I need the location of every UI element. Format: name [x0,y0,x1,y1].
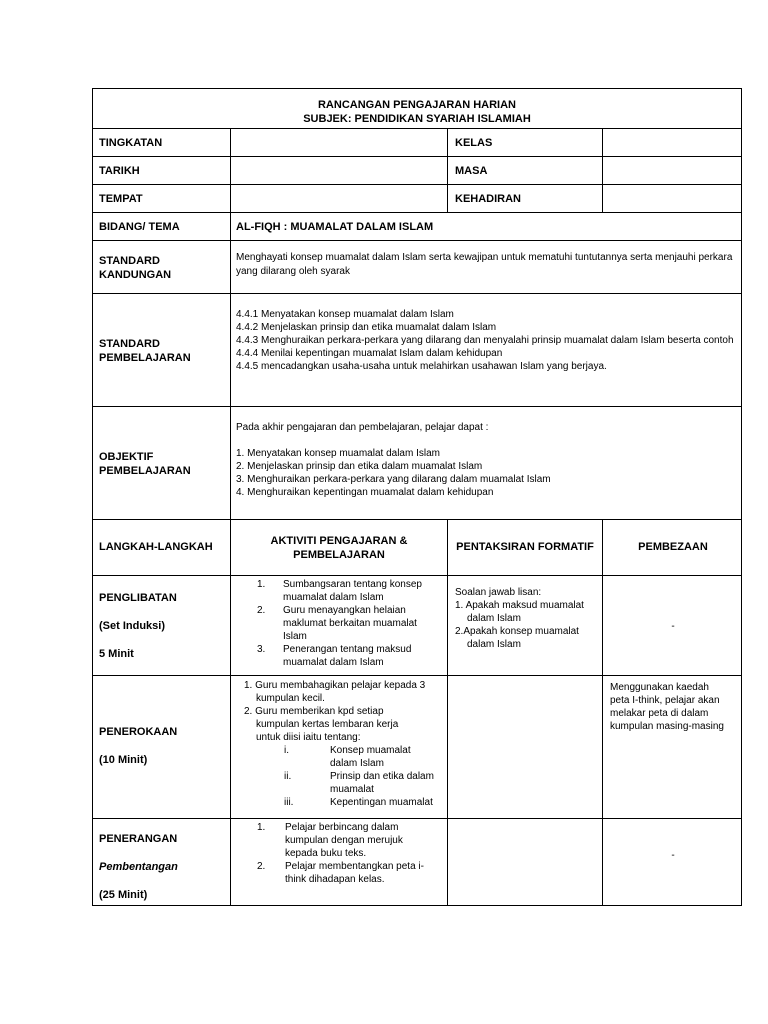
pentaksiran-intro: Soalan jawab lisan: [455,587,542,598]
penerokaan-time: (10 Minit) [99,754,148,766]
penglibatan-title: PENGLIBATAN [99,592,177,604]
label-standard-pembelajaran-1: STANDARD [99,338,160,350]
label-objektif-1: OBJEKTIF [99,451,154,463]
penerangan-pembezaan: - [671,850,675,861]
label-standard-kandungan-1: STANDARD [99,255,160,267]
activity-item: 3. Penerangan tentang maksud muamalat dalam Islam [257,644,412,668]
col-langkah: LANGKAH-LANGKAH [99,541,213,553]
activity-item: 1. Guru membahagikan pelajar kepada 3 [244,680,426,691]
sub-item: iii. Kepentingan muamalat [284,797,433,808]
field-kehadiran[interactable] [605,185,739,212]
objektif-row [92,407,742,520]
penerangan-subtitle: Pembentangan [99,861,178,873]
standard-kandungan-row [92,241,742,294]
penerangan-title: PENERANGAN [99,833,178,845]
document-title: RANCANGAN PENGAJARAN HARIAN [317,99,516,111]
penglibatan-pembezaan: - [671,621,675,632]
sub-item: i. Konsep muamalat dalam Islam [284,745,411,769]
pentaksiran-q1: 1. Apakah maksud muamalat [455,600,584,611]
field-masa[interactable] [605,157,739,184]
sp-item: 4.4.2 Menjelaskan prinsip dan etika muamalat dalam Islam [236,322,497,333]
col-pembezaan: PEMBEZAAN [638,541,708,553]
label-kehadiran: KEHADIRAN [455,193,521,205]
penglibatan-pentaksiran: Soalan jawab lisan: 1. Apakah maksud muamalat dalam Islam 2.Apakah konsep muamalat dalam Islam [455,586,600,651]
standard-pembelajaran-list [236,308,735,373]
col-pentaksiran: PENTAKSIRAN FORMATIF [456,541,594,553]
label-bidang: BIDANG/ TEMA [99,221,180,233]
objektif-item: 2. Menjelaskan prinsip dan etika dalam muamalat Islam [236,461,483,472]
activity-item: 1. Pelajar berbincang dalam kumpulan dengan merujuk kepada buku teks. [257,822,403,859]
activity-item: 2. Guru memberikan kpd setiap [244,706,384,717]
label-masa: MASA [455,165,488,177]
field-tarikh[interactable] [233,157,445,184]
info-row-tarikh [92,157,742,185]
label-kelas: KELAS [455,137,493,149]
sp-item: 4.4.3 Menghuraikan perkara-perkara yang dilarang dan menyalahi prinsip muamalat dalam Islam beserta contoh [236,335,734,346]
penerangan-row [92,819,742,906]
header-row [92,88,742,129]
penerangan-time: (25 Minit) [99,889,148,901]
penglibatan-activities [257,578,443,669]
penerokaan-title: PENEROKAAN [99,726,178,738]
col-aktiviti-2: PEMBELAJARAN [293,549,385,561]
sp-item: 4.4.5 mencadangkan usaha-usaha untuk melahirkan usahawan Islam yang berjaya. [236,361,607,372]
penerangan-activities [257,821,443,886]
document-subject: SUBJEK: PENDIDIKAN SYARIAH ISLAMIAH [303,113,531,125]
objektif-item: 1. Menyatakan konsep muamalat dalam Islam [236,448,440,459]
label-objektif-2: PEMBELAJARAN [99,465,191,477]
info-row-tempat [92,185,742,213]
penglibatan-time: 5 Minit [99,648,134,660]
lesson-plan-document [92,88,742,906]
col-aktiviti-1: AKTIVITI PENGAJARAN & [270,535,408,547]
standard-pembelajaran-row [92,294,742,407]
sp-item: 4.4.1 Menyatakan konsep muamalat dalam Islam [236,309,454,320]
objektif-item: 4. Menghuraikan kepentingan muamalat dalam kehidupan [236,487,494,498]
penglibatan-subtitle: (Set Induksi) [99,620,166,632]
label-tingkatan: TINGKATAN [99,137,163,149]
label-standard-pembelajaran-2: PEMBELAJARAN [99,352,191,364]
label-tarikh: TARIKH [99,165,140,177]
standard-kandungan-text: Menghayati konsep muamalat dalam Islam serta kewajipan untuk mematuhi tuntutannya serta menjauhi perkara yang dilarang oleh syarak [236,252,733,277]
label-standard-kandungan-2: KANDUNGAN [99,269,172,281]
penerokaan-row [92,676,742,819]
objektif-item: 3. Menghuraikan perkara-perkara yang dilarang dalam muamalat Islam [236,474,551,485]
penerokaan-pembezaan: Menggunakan kaedah peta I-think, pelajar akan melakar peta di dalam kumpulan masing-masing [610,682,724,732]
objektif-intro: Pada akhir pengajaran dan pembelajaran, pelajar dapat : [236,422,489,433]
sp-item: 4.4.4 Menilai kepentingan muamalat Islam dalam kehidupan [236,348,503,359]
penerokaan-activities: 1. Guru membahagikan pelajar kepada 3 kumpulan kecil. 2. Guru memberikan kpd setiap kumpulan kertas lembaran kerja untuk diisi iaitu tentang: i. Konsep muamalat dalam Islam ii. Prinsip dan etika dalam muamalat iii. Kepentingan muamalat [244,679,444,809]
penglibatan-row [92,576,742,676]
field-kelas[interactable] [605,129,739,156]
field-tingkatan[interactable] [233,129,445,156]
columns-header-row [92,520,742,576]
label-tempat: TEMPAT [99,193,143,205]
sub-item: ii. Prinsip dan etika dalam muamalat [284,771,434,795]
bidang-row [92,213,742,241]
activity-item: 1. Sumbangsaran tentang konsep muamalat dalam Islam [257,579,422,603]
activity-item: 2. Pelajar membentangkan peta i- think dihadapan kelas. [257,861,424,885]
info-row-tingkatan [92,129,742,157]
activity-item: 2. Guru menayangkan helaian maklumat berkaitan muamalat Islam [257,605,417,642]
field-tempat[interactable] [233,185,445,212]
bidang-value: AL-FIQH : MUAMALAT DALAM ISLAM [236,221,434,233]
objektif-list [236,421,735,499]
pentaksiran-q2: 2.Apakah konsep muamalat [455,626,579,637]
